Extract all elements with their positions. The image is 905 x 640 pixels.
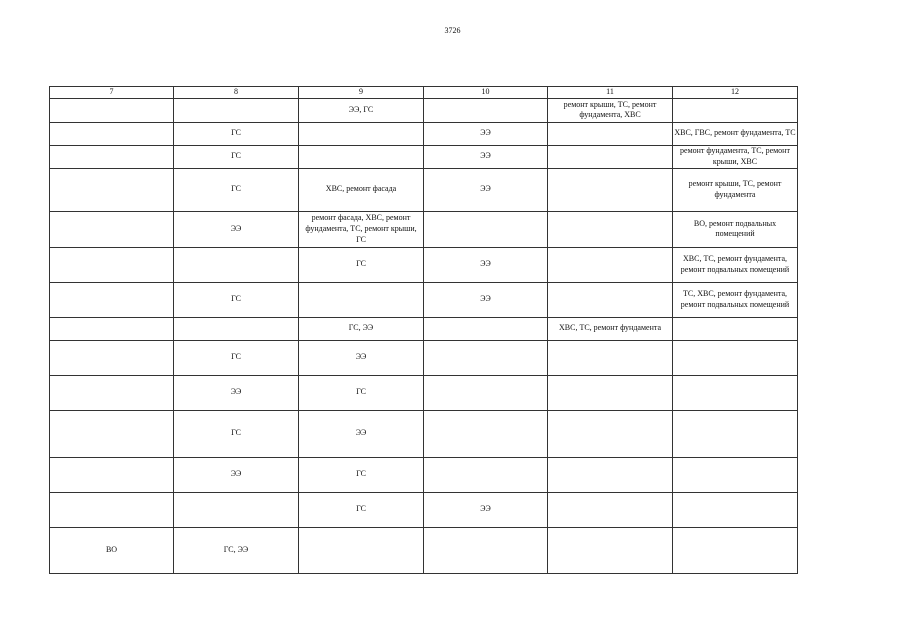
table-cell — [548, 527, 673, 573]
table-cell — [424, 375, 548, 410]
table-cell — [424, 527, 548, 573]
table-cell: ЭЭ — [424, 282, 548, 317]
table-cell: ХВС, ремонт фасада — [299, 168, 424, 211]
table-cell: ремонт крыши, ТС, ремонт фундамента, ХВС — [548, 98, 673, 122]
table-cell — [673, 98, 798, 122]
table-row — [50, 247, 798, 282]
table-cell — [424, 211, 548, 247]
table-cell — [548, 145, 673, 168]
table-cell — [174, 247, 299, 282]
table-row — [50, 145, 798, 168]
table-cell — [548, 457, 673, 492]
data-table — [49, 86, 798, 574]
table-cell — [548, 340, 673, 375]
column-header: 7 — [50, 87, 174, 99]
column-header: 9 — [299, 87, 424, 99]
table-cell: ТС, ХВС, ремонт фундамента, ремонт подвальных помещений — [673, 282, 798, 317]
table-cell — [174, 492, 299, 527]
table-cell — [548, 282, 673, 317]
table-row — [50, 375, 798, 410]
table-cell: ГС — [174, 145, 299, 168]
table-row — [50, 457, 798, 492]
table-row — [50, 340, 798, 375]
table-cell: ГС — [299, 247, 424, 282]
page-number: 3726 — [444, 26, 461, 35]
table-cell — [299, 282, 424, 317]
table-cell: ГС — [174, 340, 299, 375]
table-cell — [50, 492, 174, 527]
table-cell: ЭЭ — [299, 340, 424, 375]
table-cell — [50, 247, 174, 282]
table-cell: ГС — [299, 492, 424, 527]
table-cell: ГС, ЭЭ — [299, 317, 424, 340]
table-cell — [50, 457, 174, 492]
table-cell — [548, 211, 673, 247]
table-cell: ЭЭ — [424, 247, 548, 282]
table-cell — [50, 375, 174, 410]
table-cell — [548, 168, 673, 211]
table-row — [50, 211, 798, 247]
table-cell: ГС, ЭЭ — [174, 527, 299, 573]
table-cell: ЭЭ — [424, 145, 548, 168]
column-header: 12 — [673, 87, 798, 99]
table-cell — [548, 122, 673, 145]
table-cell — [424, 410, 548, 457]
table-cell: ХВС, ТС, ремонт фундамента — [548, 317, 673, 340]
table-cell: ГС — [299, 457, 424, 492]
table-cell — [424, 340, 548, 375]
table-cell: ЭЭ — [174, 375, 299, 410]
table-cell — [299, 122, 424, 145]
table-cell — [673, 457, 798, 492]
table-cell — [50, 317, 174, 340]
table-cell: ЭЭ — [424, 168, 548, 211]
table-cell — [673, 492, 798, 527]
table-row — [50, 410, 798, 457]
table-cell — [548, 492, 673, 527]
column-header: 8 — [174, 87, 299, 99]
table-cell: ремонт крыши, ТС, ремонт фундамента — [673, 168, 798, 211]
table-cell — [299, 527, 424, 573]
table-cell: ГС — [174, 410, 299, 457]
table-cell: ГС — [174, 168, 299, 211]
table-cell: ЭЭ — [424, 492, 548, 527]
table-cell: ГС — [174, 122, 299, 145]
table-cell: ремонт фасада, ХВС, ремонт фундамента, ТС, ремонт крыши, ГС — [299, 211, 424, 247]
table-cell — [174, 98, 299, 122]
table-cell: ремонт фундамента, ТС, ремонт крыши, ХВС — [673, 145, 798, 168]
table-cell — [673, 410, 798, 457]
table-cell — [424, 98, 548, 122]
table-cell — [50, 122, 174, 145]
table-cell — [424, 457, 548, 492]
table-cell — [548, 375, 673, 410]
table-cell — [424, 317, 548, 340]
table-cell — [548, 410, 673, 457]
header-row — [50, 87, 798, 99]
table-cell: ХВС, ГВС, ремонт фундамента, ТС — [673, 122, 798, 145]
table-cell: ВО — [50, 527, 174, 573]
column-header: 10 — [424, 87, 548, 99]
table-row — [50, 282, 798, 317]
table-cell: ВО, ремонт подвальных помещений — [673, 211, 798, 247]
table-cell — [50, 410, 174, 457]
table-cell: ЭЭ — [424, 122, 548, 145]
table-cell — [673, 527, 798, 573]
table-row — [50, 317, 798, 340]
table-cell — [50, 168, 174, 211]
table-row — [50, 527, 798, 573]
table-cell: ЭЭ — [299, 410, 424, 457]
table-cell — [174, 317, 299, 340]
table-row — [50, 168, 798, 211]
table-cell — [548, 247, 673, 282]
table-row — [50, 98, 798, 122]
table-cell: ЭЭ — [174, 211, 299, 247]
table-cell — [673, 375, 798, 410]
table-row — [50, 492, 798, 527]
table-cell — [673, 340, 798, 375]
table-cell: ЭЭ, ГС — [299, 98, 424, 122]
table-cell: ЭЭ — [174, 457, 299, 492]
table-cell — [50, 145, 174, 168]
table-row — [50, 122, 798, 145]
table-cell: ГС — [174, 282, 299, 317]
table-cell: ХВС, ТС, ремонт фундамента, ремонт подвальных помещений — [673, 247, 798, 282]
column-header: 11 — [548, 87, 673, 99]
table-cell — [50, 98, 174, 122]
table-cell — [50, 282, 174, 317]
table-cell — [299, 145, 424, 168]
table-cell — [50, 211, 174, 247]
table-cell — [673, 317, 798, 340]
table-cell: ГС — [299, 375, 424, 410]
table-cell — [50, 340, 174, 375]
